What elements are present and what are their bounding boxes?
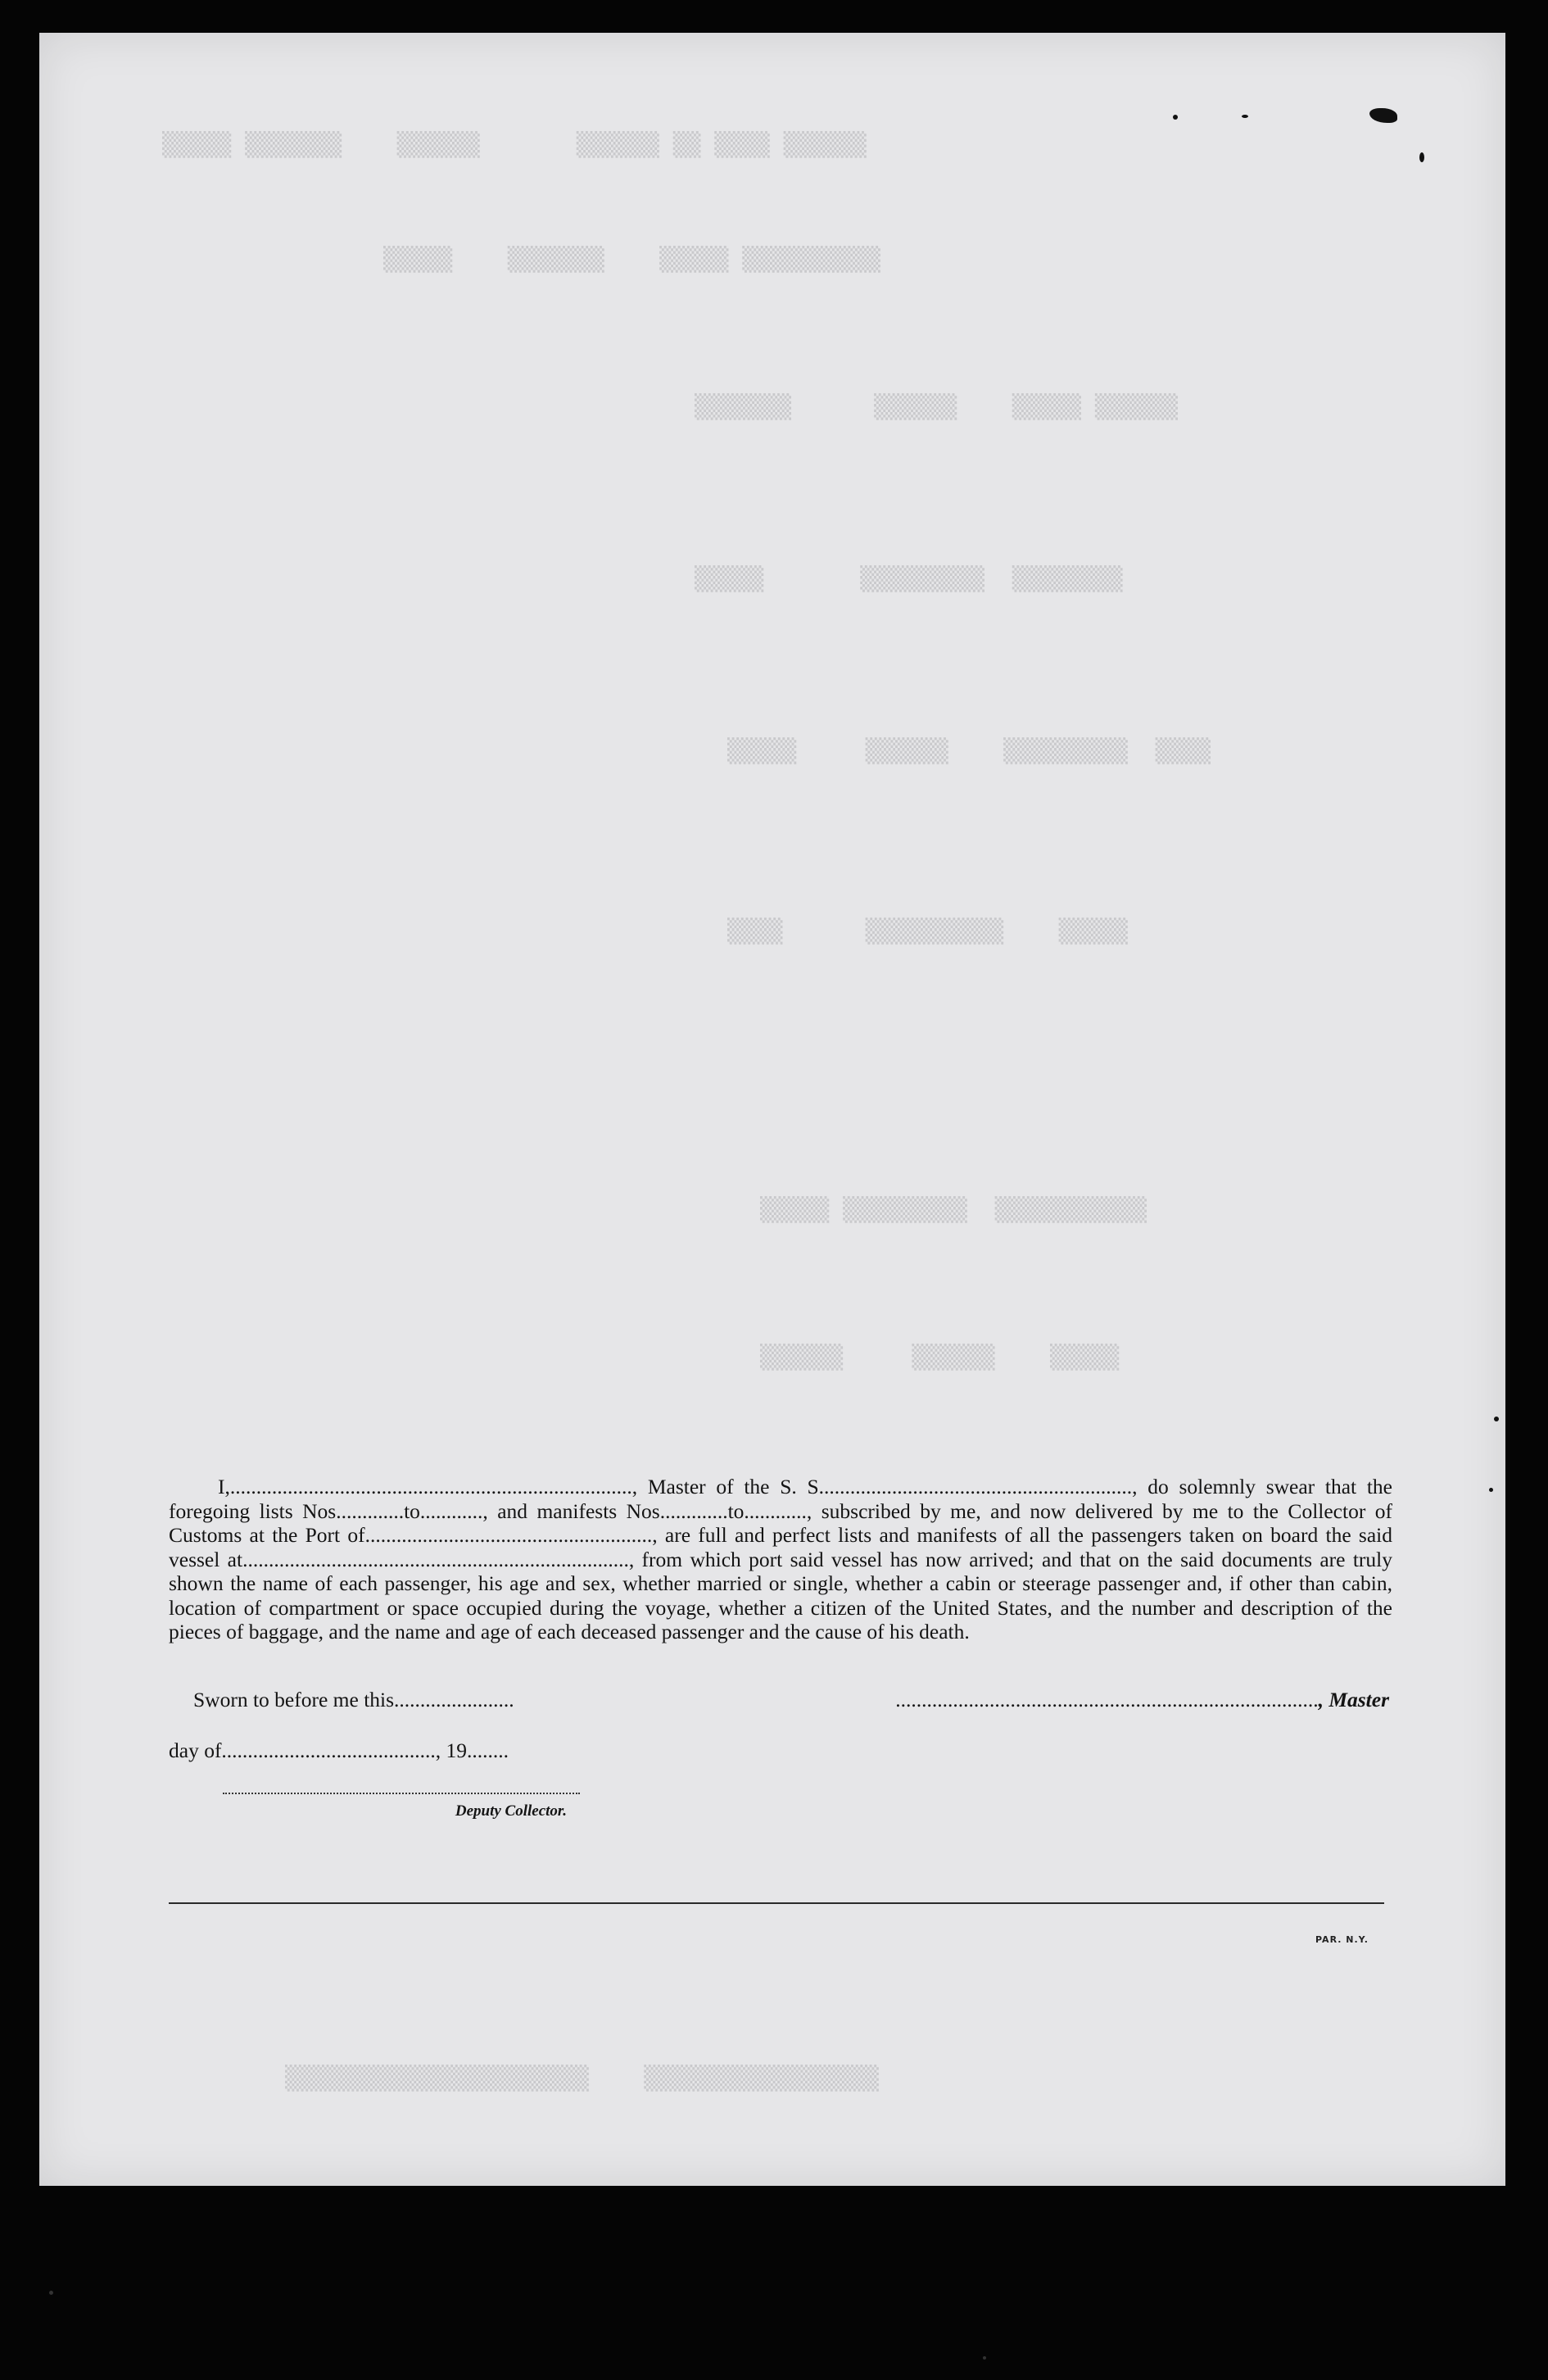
scan-speck [1242, 115, 1248, 118]
day-line [169, 1739, 509, 1763]
bleed-through-texture: ▒▒▒▒▒ ▒▒▒▒▒▒▒▒▒ ▒▒▒▒▒▒▒▒▒▒▒ [760, 1196, 1147, 1223]
oath-paragraph: I,............................................................................., Master of the S. S............................................................, do solemnly swear that the foregoing lists Nos.............to............, and manifests Nos.............to............, subscribed by me, and now delivered by me to the Collector of Customs at the Port of......................................................., are full and perfect lists and manifests of all the passengers taken on board the said vessel at.........................................................................., from which port said vessel has now arrived; and that on the said documents are truly shown the name of each passenger, his age and sex, whether married or single, whether a cabin or steerage passenger and, if other than cabin, location of compartment or space occupied during the voyage, whether a citizen of the United States, and the number and description of the pieces of baggage, and the name and age of each deceased passenger and the cause of his death. [169, 1475, 1392, 1643]
scan-speck [1489, 1488, 1493, 1492]
scan-speck [1419, 152, 1424, 162]
master-label: , Master [1318, 1688, 1389, 1711]
document-page [39, 33, 1505, 2186]
deputy-collector-label: Deputy Collector. [455, 1802, 567, 1820]
bleed-through-texture: ▒▒▒▒ ▒▒▒▒▒▒▒▒▒▒ ▒▒▒▒▒ [727, 918, 1128, 945]
printer-mark: PAR. N.Y. [1315, 1934, 1369, 1945]
bleed-through-texture: ▒▒▒▒▒ ▒▒▒▒▒▒▒ ▒▒▒▒▒▒ ▒▒▒▒▒▒ ▒▒ ▒▒▒▒ ▒▒▒▒▒▒ [162, 131, 867, 158]
scan-speck [1173, 115, 1178, 120]
sworn-text: Sworn to before me this....................... [193, 1688, 514, 1711]
horizontal-rule [169, 1902, 1384, 1904]
day-text: day of........................................., 19........ [169, 1739, 509, 1762]
scan-speck [49, 2291, 53, 2295]
bleed-through-texture: ▒▒▒▒▒▒▒ ▒▒▒▒▒▒ ▒▒▒▒▒ ▒▒▒▒▒▒ [695, 393, 1179, 420]
bleed-through-texture: ▒▒▒▒▒ ▒▒▒▒▒▒▒ ▒▒▒▒▒ ▒▒▒▒▒▒▒▒▒▒ [383, 246, 880, 273]
deputy-signature-line [223, 1793, 580, 1794]
scan-speck [1494, 1417, 1499, 1421]
bleed-through-texture: ▒▒▒▒▒ ▒▒▒▒▒▒ ▒▒▒▒▒▒▒▒▒ ▒▒▒▒ [727, 737, 1211, 764]
bleed-through-texture: ▒▒▒▒▒▒▒▒▒▒▒▒▒▒▒▒▒▒▒▒▒▒ ▒▒▒▒▒▒▒▒▒▒▒▒▒▒▒▒▒ [285, 2065, 879, 2092]
oath-declaration [169, 1475, 1392, 1644]
bleed-through-texture: ▒▒▒▒▒▒ ▒▒▒▒▒▒ ▒▒▒▒▒ [760, 1344, 1120, 1371]
master-dots: ................................................................................. [895, 1688, 1319, 1711]
scan-speck [983, 2356, 986, 2360]
sworn-before-line [193, 1688, 514, 1712]
master-signature-line [895, 1688, 1389, 1712]
bleed-through-texture: ▒▒▒▒▒ ▒▒▒▒▒▒▒▒▒ ▒▒▒▒▒▒▒▒ [695, 565, 1123, 592]
